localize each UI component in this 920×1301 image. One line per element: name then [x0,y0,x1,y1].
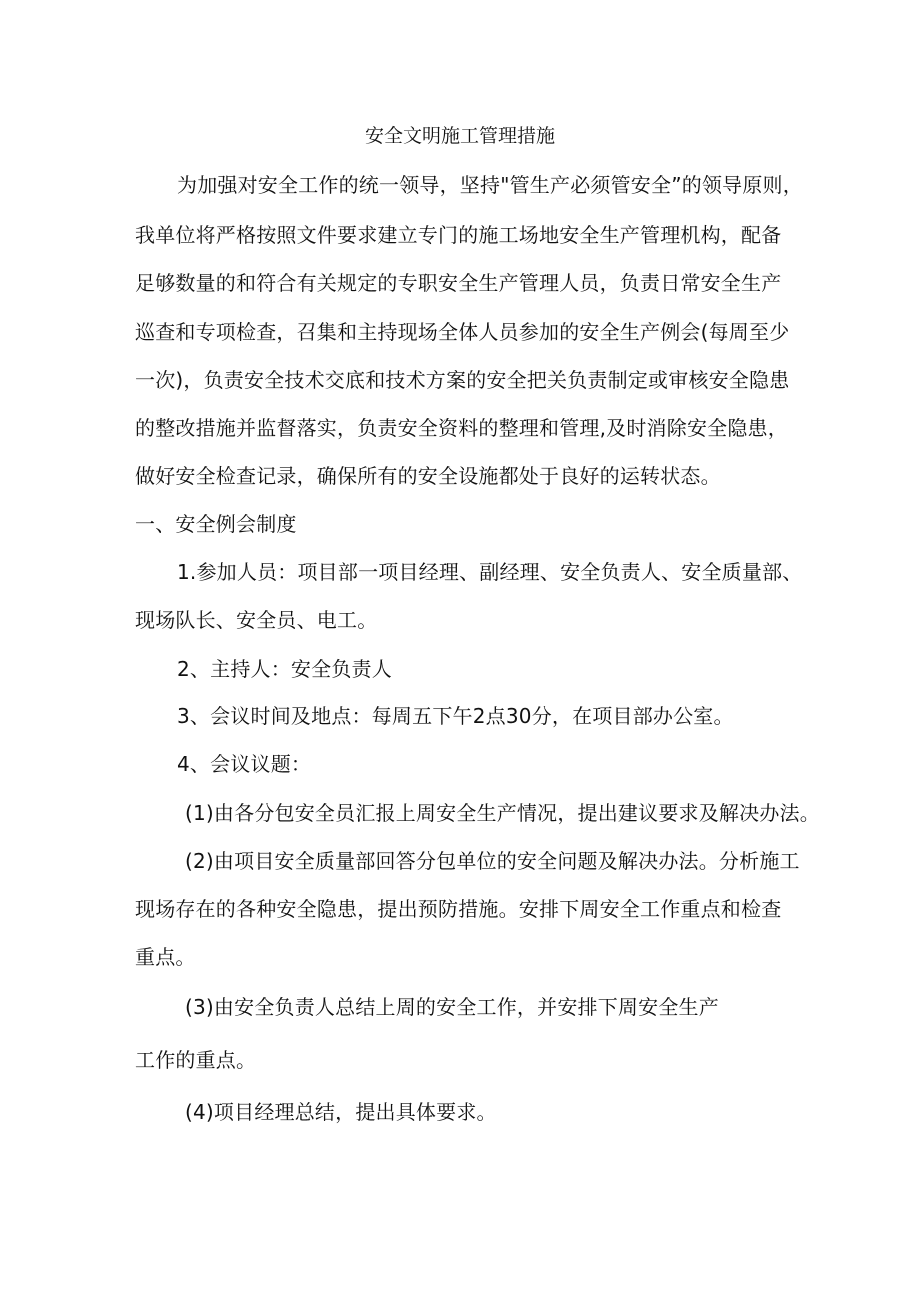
intro-line-4: 巡查和专项检查，召集和主持现场全体人员参加的安全生产例会(每周至少 [135,320,790,344]
intro-line-3: 足够数量的和符合有关规定的专职安全生产管理人员，负责日常安全生产 [135,271,782,295]
sub-item-4: (4)项目经理总结，提出具体要求。 [185,1100,497,1124]
intro-line-5: 一次)，负责安全技术交底和技术方案的安全把关负责制定或审核安全隐患 [135,368,790,392]
item-1-line-2: 现场队长、安全员、电工。 [135,608,378,632]
item-1-line-1: 1.参加人员：项目部一项目经理、副经理、安全负责人、安全质量部、 [177,560,803,584]
intro-line-1: 为加强对安全工作的统一领导，坚持"管生产必须管安全”的领导原则， [177,173,803,197]
intro-line-7: 做好安全检查记录，确保所有的安全设施都处于良好的运转状态。 [135,464,721,488]
item-4: 4、会议议题： [177,752,312,776]
item-3: 3、会议时间及地点：每周五下午2点30分，在项目部办公室。 [177,704,734,728]
intro-line-6: 的整改措施并监督落实，负责安全资料的整理和管理,及时消除安全隐患， [135,416,788,440]
sub-item-2-line-2: 现场存在的各种安全隐患，提出预防措施。安排下周安全工作重点和检查 [135,897,782,921]
section-heading: 一、安全例会制度 [135,512,297,536]
intro-line-2: 我单位将严格按照文件要求建立专门的施工场地安全生产管理机构，配备 [135,223,782,247]
sub-item-3-line-1: (3)由安全负责人总结上周的安全工作，并安排下周安全生产 [185,995,719,1019]
sub-item-2-line-1: (2)由项目安全质量部回答分包单位的安全问题及解决办法。分析施工 [185,849,800,873]
item-2: 2、主持人：安全负责人 [177,657,392,681]
sub-item-2-line-3: 重点。 [135,945,196,969]
document-title: 安全文明施工管理措施 [364,125,555,147]
sub-item-1: (1)由各分包安全员汇报上周安全生产情况，提出建议要求及解决办法。 [185,801,820,825]
sub-item-3-line-2: 工作的重点。 [135,1048,257,1072]
